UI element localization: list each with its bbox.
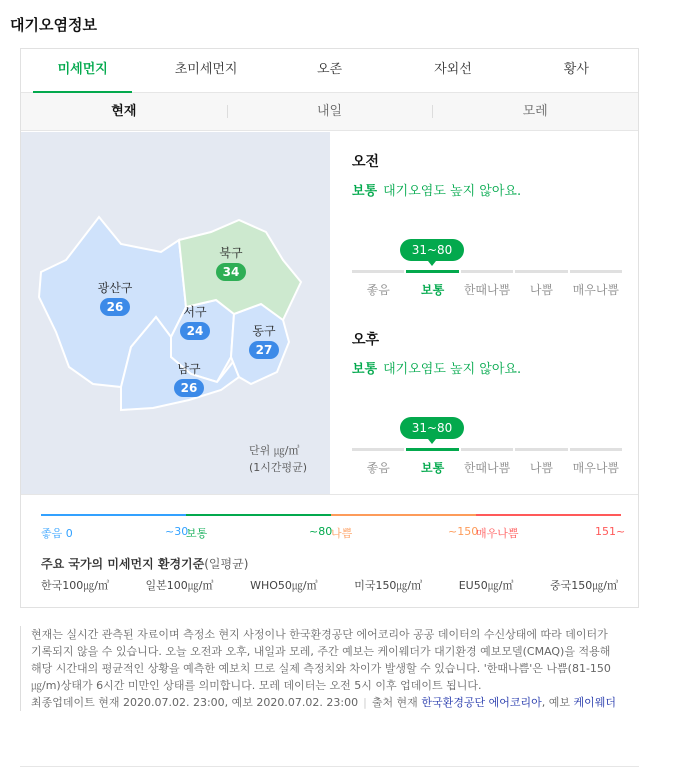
standards-list [41,577,618,593]
district-nam[interactable] [159,360,219,397]
unit-note: (1시간평균) [249,461,308,474]
district-seo[interactable] [165,303,225,340]
tab-day-after[interactable]: 모레 [432,93,638,130]
district-value-badge: 27 [249,341,279,359]
district-buk[interactable] [201,244,261,281]
afternoon-title: 오후 [352,332,380,348]
source-prefix: 출처 현재 [371,696,418,709]
page-title: 대기오염정보 [10,16,97,34]
morning-status [352,180,622,199]
morning-desc: 대기오염도 높지 않아요. [383,184,522,199]
tab-uv[interactable]: 자외선 [434,62,472,77]
level-label: 매우나쁨 [572,461,620,475]
district-name: 동구 [252,324,276,338]
scale-segment [352,270,404,273]
district-name: 광산구 [97,281,133,295]
standard-korea: 한국100㎍/㎥ [41,579,109,592]
morning-scale-labels [352,281,622,298]
scale-segment [570,270,622,273]
tab-yellow-dust[interactable]: 황사 [563,62,589,77]
update-time: 최종업데이트 현재 2020.07.02. 23:00, 예보 2020.07.02. 23:00 [31,696,359,709]
morning-grade: 보통 [352,184,378,199]
district-value-badge: 26 [174,379,204,397]
scale-segment [570,448,622,451]
grade-legend [21,494,638,607]
district-name: 남구 [177,362,201,376]
district-map [21,132,330,494]
level-label: 나쁨 [529,283,554,297]
map-unit-label [249,442,307,476]
standards-title-sub: (일평균) [204,557,249,571]
level-label: 좋음 [366,461,390,475]
district-value-badge: 26 [100,298,130,316]
notice-footer [31,694,620,711]
legend-bar-normal [186,514,331,516]
standard-who: WHO50㎍/㎥ [250,579,318,592]
district-value-badge: 24 [180,322,210,340]
source-link-airkorea[interactable]: 한국환경공단 에어코리아 [421,696,542,709]
legend-bar-good [41,514,186,516]
tab-tomorrow[interactable]: 내일 [227,93,433,130]
level-label: 좋음 [366,283,390,297]
legend-bad-label: 나쁨 [331,527,353,540]
tab-now[interactable]: 현재 [111,104,137,119]
afternoon-desc: 대기오염도 높지 않아요. [383,362,522,377]
afternoon-range-bubble: 31~80 [400,417,464,439]
legend-bar-very-bad [476,514,621,516]
afternoon-scale-labels [352,459,622,476]
data-notice [20,626,620,711]
morning-scale [352,239,622,299]
district-value-badge: 34 [216,263,246,281]
source-link-kweather[interactable]: 케이웨더 [573,696,616,709]
legend-bad-end: ~150 [448,525,479,538]
standards-title-text: 주요 국가의 미세먼지 환경기준 [41,557,205,571]
afternoon-grade: 보통 [352,362,378,377]
morning-range-bubble: 31~80 [400,239,464,261]
tab-ozone[interactable]: 오존 [316,62,343,77]
time-tabs [21,93,638,131]
scale-segment [515,270,567,273]
standard-eu: EU50㎍/㎥ [458,579,514,592]
scale-segment [461,448,513,451]
bottom-divider [20,766,639,767]
level-label-active: 보통 [421,283,445,297]
level-label: 한때나쁨 [463,283,511,297]
legend-good-end: ~30 [165,525,189,538]
level-label: 나쁨 [529,461,554,475]
divider: | [363,696,367,709]
legend-labels [41,525,626,541]
afternoon-scale-bar [352,448,622,451]
unit-text: 단위 ㎍/㎥ [249,444,300,457]
legend-very-bad-start: 151~ [595,525,626,538]
standard-china: 중국150㎍/㎥ [550,579,618,592]
morning-scale-bar [352,270,622,273]
afternoon-status [352,358,622,377]
level-label: 한때나쁨 [463,461,511,475]
legend-normal-label: 보통 [186,527,208,540]
scale-segment [461,270,513,273]
morning-forecast [352,151,622,311]
scale-segment [515,448,567,451]
notice-text: 현재는 실시간 관측된 자료이며 측정소 현지 사정이나 한국환경공단 에어코리아 공공 데이터의 수신상태에 따라 데이터가 기록되지 않을 수 있습니다. 오늘 오전과 오후, 내일과 모레, 주간 예보는 케이웨더가 대기환경 예보모델(CMAQ)을 적용해 해당 시간대의 평균적인 상황을 예측한 예보치 므로 실제 측정치와 차이가 발생할 수 있습니다. '한때나쁨'은 나쁨(81-150㎍/m)상태가 6시간 미만인 상태를 의미합니다. 모레 데이터는 오전 5시 이후 업데이트 됩니다. [31,628,611,692]
district-name: 서구 [183,305,207,319]
legend-very-bad-label: 매우나쁨 [476,527,519,540]
standard-usa: 미국150㎍/㎥ [354,579,423,592]
standard-japan: 일본100㎍/㎥ [145,579,214,592]
scale-segment-active [406,270,458,273]
source-mid: , 예보 [541,696,570,709]
morning-title: 오전 [352,154,380,170]
legend-bar-bad [331,514,476,516]
air-quality-card [20,48,639,608]
legend-normal-end: ~80 [309,525,333,538]
pollutant-tabs [21,49,638,93]
scale-segment-active [406,448,458,451]
tab-ultrafine-dust[interactable]: 초미세먼지 [174,62,238,77]
district-dong[interactable] [234,322,294,359]
level-label-active: 보통 [421,461,445,475]
district-gwangsan[interactable] [85,279,145,316]
scale-segment [352,448,404,451]
afternoon-forecast [352,329,622,489]
afternoon-scale [352,417,622,477]
legend-good-start: 좋음 0 [41,527,73,540]
tab-fine-dust[interactable]: 미세먼지 [21,49,144,92]
standards-title [41,555,248,572]
district-name: 북구 [219,246,243,260]
level-label: 매우나쁨 [572,283,620,297]
legend-bars [41,514,621,516]
